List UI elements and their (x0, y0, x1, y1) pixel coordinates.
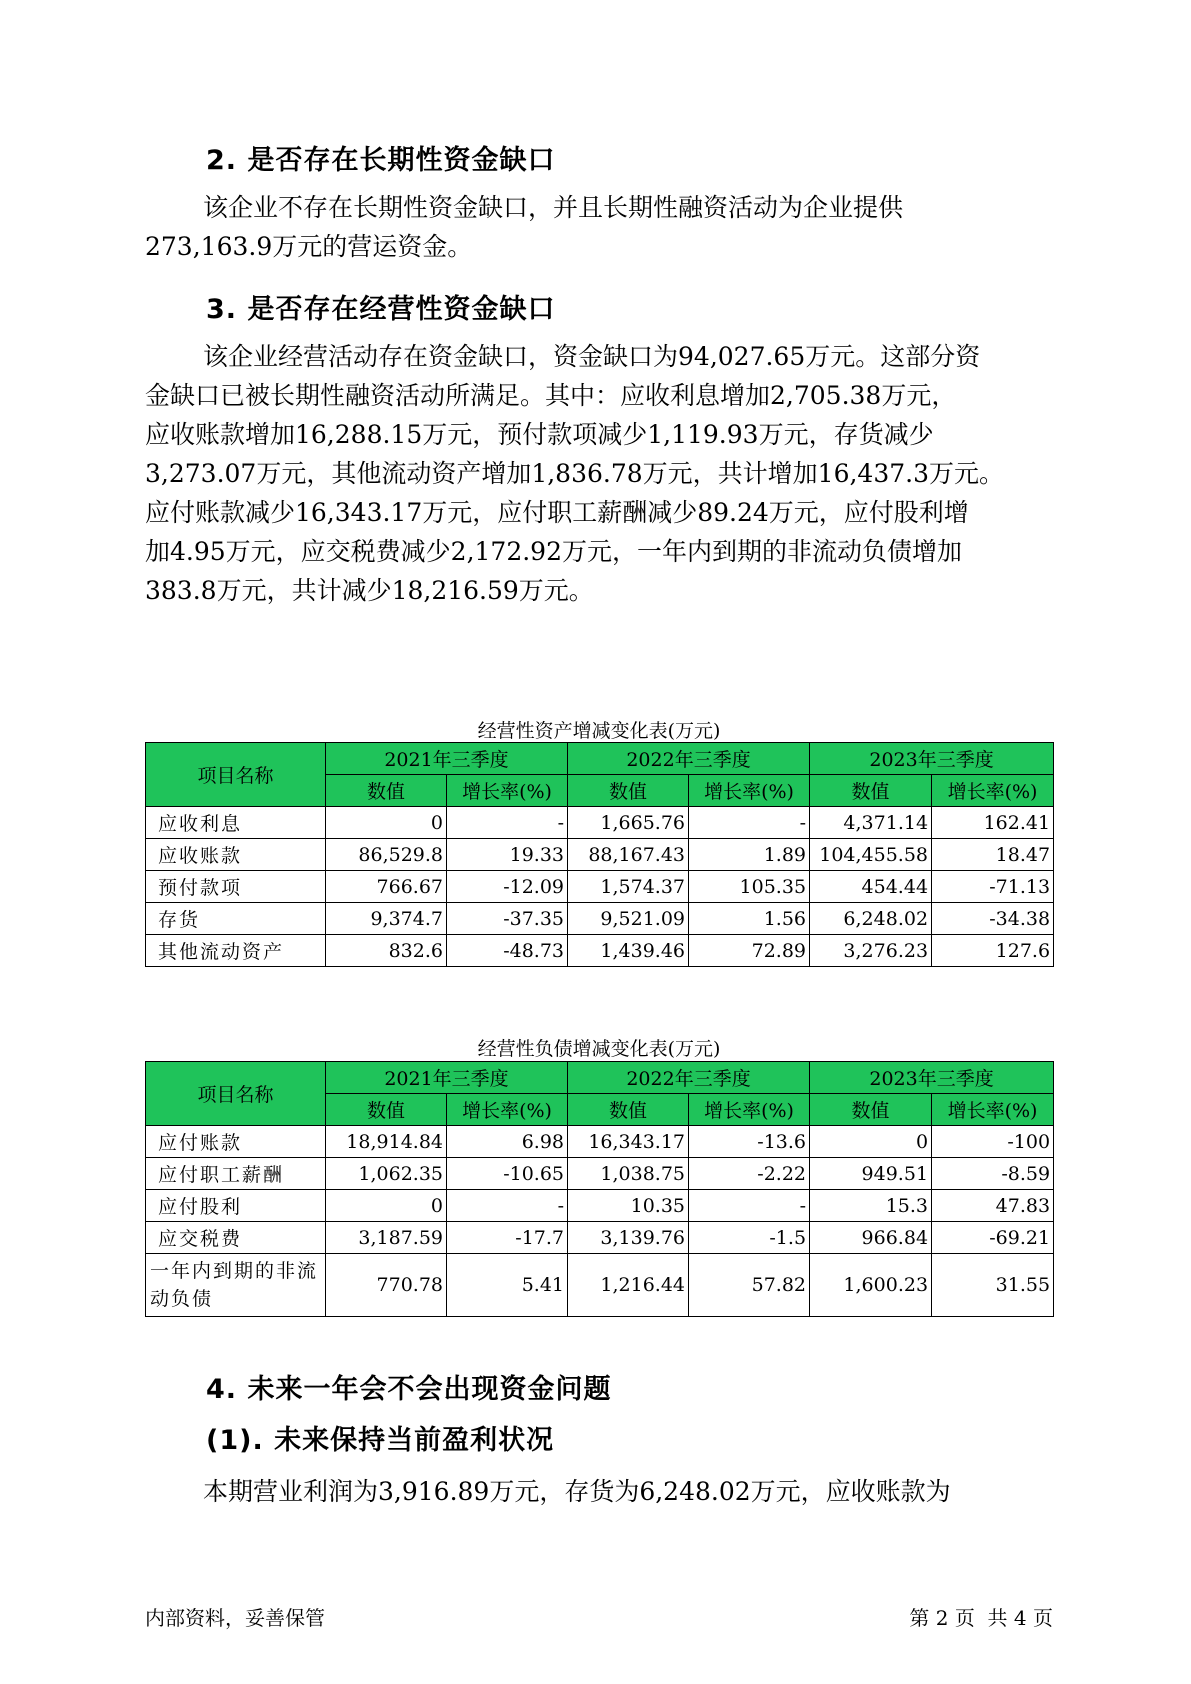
table-cell: 832.6 (326, 935, 447, 967)
row-label: 应收利息 (146, 807, 326, 839)
table-cell: -69.21 (932, 1222, 1054, 1254)
item-name-header: 项目名称 (146, 1062, 326, 1126)
asset-table-caption: 经营性资产增减变化表(万元) (477, 720, 721, 742)
asset-change-table (145, 742, 1054, 967)
table-cell: 105.35 (689, 871, 810, 903)
table-cell: 1,216.44 (568, 1254, 689, 1317)
table-row (146, 839, 1054, 871)
row-label: 应收账款 (146, 839, 326, 871)
table-cell: -48.73 (447, 935, 568, 967)
paragraph-line: 273,163.9万元的营运资金。 (145, 232, 473, 261)
table-cell: 86,529.8 (326, 839, 447, 871)
table-cell: 72.89 (689, 935, 810, 967)
table-cell: 3,276.23 (810, 935, 932, 967)
value-header: 数值 (568, 1094, 689, 1126)
paragraph-line: 金缺口已被长期性融资活动所满足。其中：应收利息增加2,705.38万元， (145, 381, 957, 410)
table-row (146, 871, 1054, 903)
table-cell: -10.65 (447, 1158, 568, 1190)
growth-header: 增长率(%) (932, 1094, 1054, 1126)
table-cell: 15.3 (810, 1190, 932, 1222)
table-cell: 57.82 (689, 1254, 810, 1317)
table-cell: 9,521.09 (568, 903, 689, 935)
table-cell: 10.35 (568, 1190, 689, 1222)
table-cell: -71.13 (932, 871, 1054, 903)
table-row (146, 807, 1054, 839)
year-header: 2022年三季度 (568, 1062, 810, 1094)
table-row (146, 903, 1054, 935)
year-header: 2023年三季度 (810, 1062, 1054, 1094)
table-cell: 1.89 (689, 839, 810, 871)
table-row (146, 1222, 1054, 1254)
table-cell: 18.47 (932, 839, 1054, 871)
table-cell: 1,038.75 (568, 1158, 689, 1190)
table-cell: 162.41 (932, 807, 1054, 839)
table-cell: 1.56 (689, 903, 810, 935)
value-header: 数值 (810, 775, 932, 807)
table-cell: 104,455.58 (810, 839, 932, 871)
liability-table-caption: 经营性负债增减变化表(万元) (477, 1038, 721, 1060)
paragraph-line: 383.8万元，共计减少18,216.59万元。 (145, 576, 594, 605)
table-row (146, 1158, 1054, 1190)
row-label: 应付职工薪酬 (146, 1158, 326, 1190)
table-cell: 6,248.02 (810, 903, 932, 935)
table-cell: 454.44 (810, 871, 932, 903)
table-cell: 766.67 (326, 871, 447, 903)
table-cell: 3,139.76 (568, 1222, 689, 1254)
table-cell: 5.41 (447, 1254, 568, 1317)
table-cell: 1,439.46 (568, 935, 689, 967)
growth-header: 增长率(%) (689, 1094, 810, 1126)
section-2-paragraph (145, 188, 1045, 266)
growth-header: 增长率(%) (689, 775, 810, 807)
table-cell: - (447, 1190, 568, 1222)
table-cell: - (689, 1190, 810, 1222)
value-header: 数值 (326, 1094, 447, 1126)
paragraph-line: 该企业经营活动存在资金缺口，资金缺口为94,027.65万元。这部分资 (203, 342, 981, 371)
section-3-heading: 3. 是否存在经营性资金缺口 (206, 294, 556, 325)
table-cell: 9,374.7 (326, 903, 447, 935)
growth-header: 增长率(%) (447, 775, 568, 807)
table-cell: 1,665.76 (568, 807, 689, 839)
item-name-header: 项目名称 (146, 743, 326, 807)
section-2-heading: 2. 是否存在长期性资金缺口 (206, 145, 556, 176)
table-row (146, 1190, 1054, 1222)
growth-header: 增长率(%) (932, 775, 1054, 807)
paragraph-line: 本期营业利润为3,916.89万元，存货为6,248.02万元，应收账款为 (203, 1477, 951, 1506)
row-label: 预付款项 (146, 871, 326, 903)
table-cell: -12.09 (447, 871, 568, 903)
liability-change-table (145, 1061, 1054, 1317)
row-label: 应交税费 (146, 1222, 326, 1254)
growth-header: 增长率(%) (447, 1094, 568, 1126)
footer-page-number: 第 2 页 共 4 页 (909, 1606, 1053, 1630)
table-row (146, 935, 1054, 967)
value-header: 数值 (326, 775, 447, 807)
value-header: 数值 (568, 775, 689, 807)
row-label: 其他流动资产 (146, 935, 326, 967)
section-4-heading: 4. 未来一年会不会出现资金问题 (206, 1374, 612, 1405)
paragraph-line: 应收账款增加16,288.15万元，预付款项减少1,119.93万元，存货减少 (145, 420, 934, 449)
section-4-subheading: (1). 未来保持当前盈利状况 (206, 1425, 555, 1456)
paragraph-line: 该企业不存在长期性资金缺口，并且长期性融资活动为企业提供 (203, 193, 904, 222)
section-3-paragraph (145, 337, 1045, 610)
table-cell: -17.7 (447, 1222, 568, 1254)
table-row (146, 1126, 1054, 1158)
table-cell: 1,062.35 (326, 1158, 447, 1190)
table-cell: 47.83 (932, 1190, 1054, 1222)
table-cell: 6.98 (447, 1126, 568, 1158)
table-cell: -8.59 (932, 1158, 1054, 1190)
table-cell: 31.55 (932, 1254, 1054, 1317)
year-header: 2023年三季度 (810, 743, 1054, 775)
section-4-paragraph (145, 1472, 1045, 1511)
table-cell: 127.6 (932, 935, 1054, 967)
table-cell: 16,343.17 (568, 1126, 689, 1158)
year-header: 2021年三季度 (326, 1062, 568, 1094)
table-cell: -100 (932, 1126, 1054, 1158)
paragraph-line: 应付账款减少16,343.17万元，应付职工薪酬减少89.24万元，应付股利增 (145, 498, 969, 527)
table-cell: 949.51 (810, 1158, 932, 1190)
table-cell: 966.84 (810, 1222, 932, 1254)
table-cell: 0 (326, 807, 447, 839)
table-cell: -13.6 (689, 1126, 810, 1158)
table-cell: - (447, 807, 568, 839)
table-cell: -34.38 (932, 903, 1054, 935)
table-cell: 19.33 (447, 839, 568, 871)
table-cell: 770.78 (326, 1254, 447, 1317)
row-label: 应付账款 (146, 1126, 326, 1158)
paragraph-line: 加4.95万元，应交税费减少2,172.92万元，一年内到期的非流动负债增加 (145, 537, 962, 566)
table-cell: -2.22 (689, 1158, 810, 1190)
row-label: 一年内到期的非流动负债 (146, 1254, 326, 1317)
table-cell: -1.5 (689, 1222, 810, 1254)
table-cell: 1,574.37 (568, 871, 689, 903)
row-label: 应付股利 (146, 1190, 326, 1222)
table-cell: - (689, 807, 810, 839)
table-cell: -37.35 (447, 903, 568, 935)
table-cell: 4,371.14 (810, 807, 932, 839)
year-header: 2022年三季度 (568, 743, 810, 775)
table-cell: 1,600.23 (810, 1254, 932, 1317)
value-header: 数值 (810, 1094, 932, 1126)
table-cell: 0 (810, 1126, 932, 1158)
table-cell: 18,914.84 (326, 1126, 447, 1158)
table-row (146, 1254, 1054, 1317)
year-header: 2021年三季度 (326, 743, 568, 775)
row-label: 存货 (146, 903, 326, 935)
footer-confidential-note: 内部资料，妥善保管 (145, 1606, 325, 1630)
paragraph-line: 3,273.07万元，其他流动资产增加1,836.78万元，共计增加16,437.3万元。 (145, 459, 1004, 488)
table-cell: 3,187.59 (326, 1222, 447, 1254)
table-cell: 88,167.43 (568, 839, 689, 871)
table-cell: 0 (326, 1190, 447, 1222)
